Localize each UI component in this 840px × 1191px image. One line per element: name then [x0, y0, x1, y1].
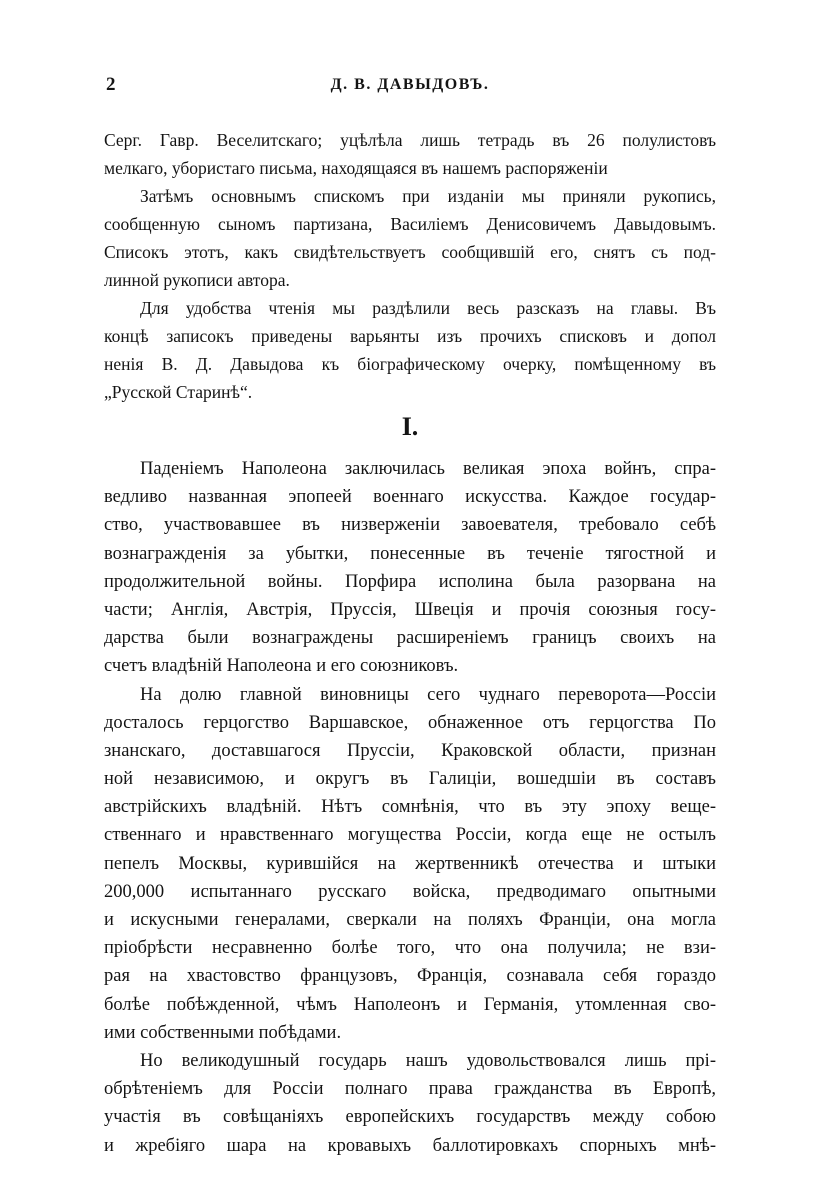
text-line: ими собственными побѣдами. [104, 1022, 342, 1043]
text-line: мелкаго, убористаго письма, находящаяся въ нашемъ распоряженіи [104, 158, 608, 178]
page-header [104, 72, 716, 102]
text-line: ство, участвовавшее въ низверженіи завоевателя, требовало себѣ [104, 515, 716, 536]
chapter-body [104, 455, 716, 1160]
text-line: Серг. Гавр. Веселитскаго; уцѣлѣла лишь тетрадь въ 26 полулистовъ [104, 130, 716, 150]
text-line: болѣе побѣжденной, чѣмъ Наполеонъ и Германія, утомленная сво- [104, 994, 716, 1015]
text-line: Для удобства чтенія мы раздѣлили весь разсказъ на главы. Въ [140, 298, 716, 318]
text-line: Паденіемъ Наполеона заключилась великая эпоха войнъ, спра- [140, 459, 716, 479]
text-line: Списокъ этотъ, какъ свидѣтельствуетъ сообщившій его, снятъ съ под- [104, 242, 716, 262]
text-line: ственнаго и нравственнаго могущества Россіи, когда еще не остылъ [104, 825, 716, 846]
introductory-note [104, 126, 716, 406]
text-line: и жребіяго шара на кровавыхъ баллотировкахъ спорныхъ мнѣ- [104, 1135, 716, 1156]
text-line: Затѣмъ основнымъ спискомъ при изданіи мы приняли рукопись, [140, 186, 716, 206]
running-head: Д. В. ДАВЫДОВЪ. [330, 76, 490, 93]
text-line: Но великодушный государь нашъ удовольствовался лишь прі- [140, 1050, 716, 1071]
text-line: участія въ совѣщаніяхъ европейскихъ государствъ между собою [104, 1107, 716, 1128]
text-line: счетъ владѣній Наполеона и его союзниковъ. [104, 656, 459, 677]
text-line: пріобрѣсти несравненно болѣе того, что она получила; не взи- [104, 938, 716, 959]
text-line: линной рукописи автора. [104, 270, 290, 290]
text-line: вознагражденія за убытки, понесенные въ теченіе тягостной и [104, 543, 716, 564]
page-number: 2 [106, 74, 116, 95]
text-line: дарства были вознаграждены расширеніемъ границъ своихъ на [104, 628, 716, 649]
text-line: знанскаго, доставшагося Пруссіи, Краковской области, признан [104, 740, 716, 761]
text-line: австрійскихъ владѣній. Нѣтъ сомнѣнія, что въ эту эпоху веще- [104, 797, 716, 818]
text-line: обрѣтеніемъ для Россіи полнаго права гражданства въ Европѣ, [104, 1079, 716, 1100]
text-line: рая на хвастовство французовъ, Франція, сознавала себя гораздо [104, 966, 716, 987]
text-line: „Русской Старинѣ“. [104, 382, 253, 402]
text-line: ной независимою, и округъ въ Галиціи, вошедшіи въ составъ [104, 769, 716, 790]
chapter-numeral: I. [401, 412, 419, 441]
text-line: ненія В. Д. Давыдова къ біографическому очерку, помѣщенному въ [104, 354, 716, 374]
text-line: ведливо названная эпопеей военнаго искусства. Каждое государ- [104, 487, 716, 508]
text-line: продолжительной войны. Порфира исполина была разорвана на [104, 571, 716, 592]
text-line: части; Англія, Австрія, Пруссія, Швеція и прочія союзныя госу- [104, 599, 716, 620]
text-line: сообщенную сыномъ партизана, Василіемъ Денисовичемъ Давыдовымъ. [104, 214, 716, 234]
text-line: и искусными генералами, сверкали на поляхъ Франціи, она могла [104, 910, 716, 930]
text-line: На долю главной виновницы сего чуднаго переворота—Россіи [140, 684, 716, 705]
text-line: пепелъ Москвы, курившійся на жертвенникѣ отечества и штыки [104, 853, 716, 874]
text-line: концѣ записокъ приведены варьянты изъ прочихъ списковъ и допол [104, 326, 716, 346]
text-line: 200,000 испытаннаго русскаго войска, предводимаго опытными [104, 881, 716, 902]
text-line: досталось герцогство Варшавское, обнаженное отъ герцогства По [104, 712, 716, 733]
